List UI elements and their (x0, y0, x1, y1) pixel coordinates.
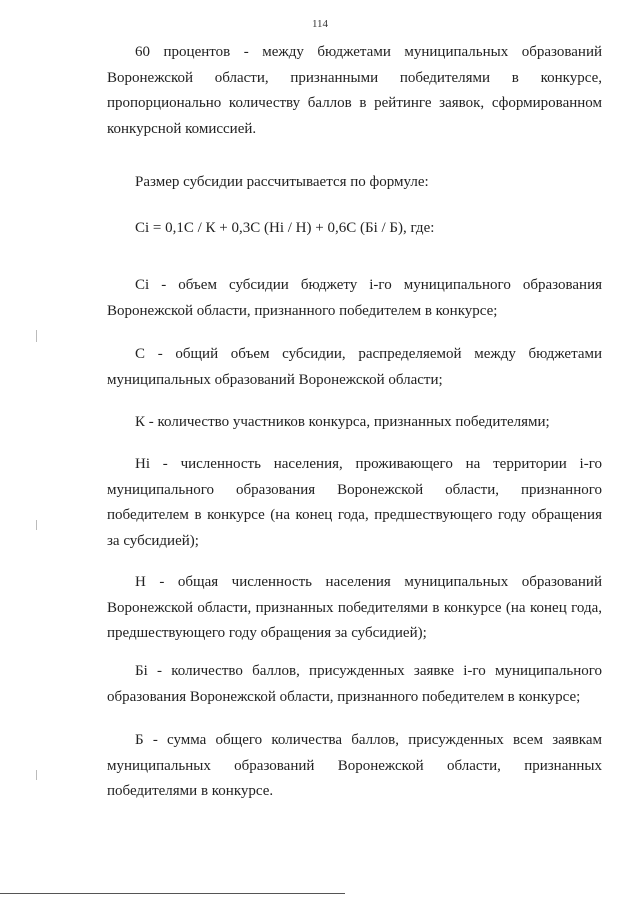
definition-ci: Ci - объем субсидии бюджету i-го муниципального образования Воронежской области, признанного победителем в конкурсе; (107, 277, 602, 319)
definition-k: К - количество участников конкурса, признанных победителями; (135, 414, 550, 430)
paragraph-distribution-60-percent: 60 процентов - между бюджетами муниципальных образований Воронежской области, признанными победителями в конкурсе, пропорционально количеству баллов в рейтинге заявок, сформированном конкурсной комиссией. (107, 44, 602, 137)
page-number: 114 (311, 18, 329, 30)
footer-rule (0, 893, 345, 894)
scan-margin-mark (36, 520, 37, 530)
definition-b: Б - сумма общего количества баллов, присужденных всем заявкам муниципальных образований Воронежской области, признанных победителями в конкурсе. (107, 732, 602, 799)
subsidy-formula: Ci = 0,1С / К + 0,3С (Hi / Н) + 0,6С (Бi / Б), где: (135, 220, 435, 236)
scan-margin-mark (36, 770, 37, 780)
definition-h: Н - общая численность населения муниципальных образований Воронежской области, признанных победителями в конкурсе (на конец года, предшествующего году обращения за субсидией); (107, 574, 602, 641)
definition-hi: Hi - численность населения, проживающего на территории i-го муниципального образования Воронежской области, признанного победителем в конкурсе (на конец года, предшествующего году обращения за субсидией); (107, 456, 602, 549)
scan-margin-mark (36, 330, 37, 342)
paragraph-formula-intro: Размер субсидии рассчитывается по формуле: (135, 174, 429, 190)
definition-bi: Бi - количество баллов, присужденных заявке i-го муниципального образования Воронежской области, признанного победителем в конкурсе; (107, 663, 602, 705)
definition-c: С - общий объем субсидии, распределяемой между бюджетами муниципальных образований Воронежской области; (107, 346, 602, 388)
